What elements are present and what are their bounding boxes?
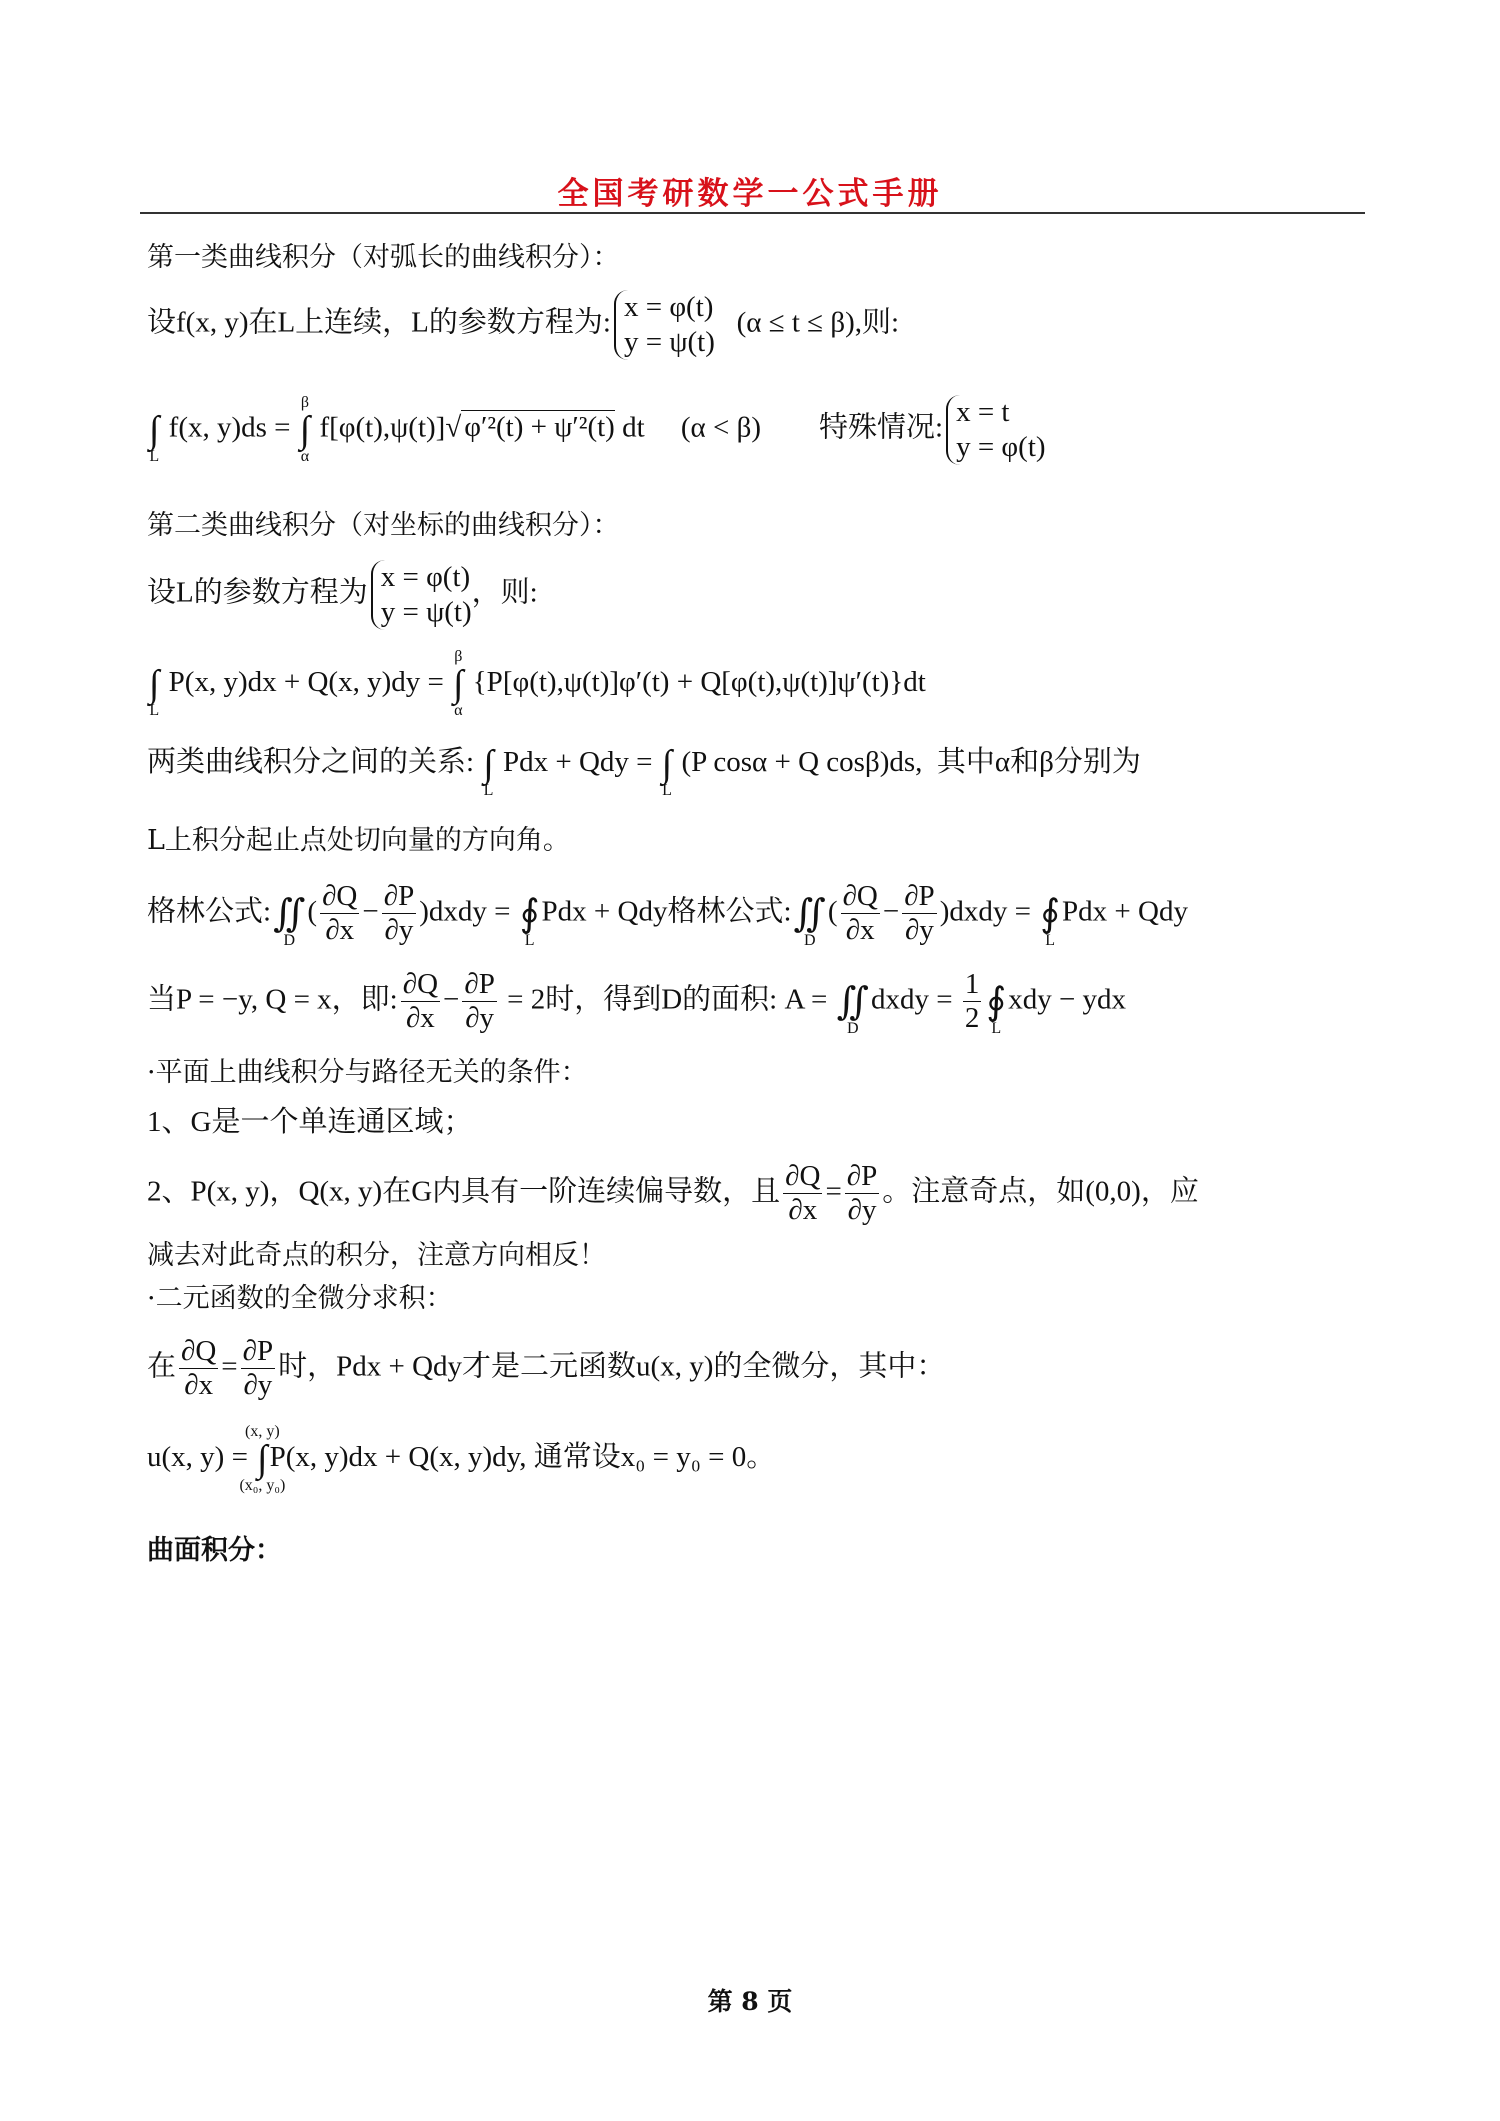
denominator: ∂x — [405, 1002, 435, 1035]
area-formula: A = — [784, 983, 835, 1016]
dP-dy-fraction — [845, 1160, 879, 1228]
integral-sign-2: ∫ L — [661, 743, 673, 800]
condition: (α < β) — [680, 411, 762, 444]
limit-D: D — [803, 931, 816, 949]
half-fraction — [963, 968, 982, 1036]
numerator: ∂P — [382, 880, 416, 914]
cond-suffix: 时，Pdx + Qdy才是二元函数u(x, y)的全微分，其中： — [278, 1350, 946, 1383]
formula-right: {P[φ(t),ψ(t)]φ′(t) + Q[φ(t),ψ(t)]ψ′(t)}dt — [472, 666, 926, 698]
dQ-dx-fraction — [841, 880, 880, 948]
denominator: ∂y — [243, 1369, 273, 1402]
denominator: ∂y — [905, 914, 934, 947]
limit-L: L — [524, 931, 535, 949]
special-x: x = t — [956, 396, 1010, 428]
dP-dy-fraction — [462, 968, 496, 1036]
setup-suffix: ，则: — [471, 576, 538, 609]
green-integrand: dxdy = — [949, 895, 1039, 928]
denominator: ∂x — [325, 914, 355, 947]
area-mid: = 2时，得到D的面积: — [499, 983, 778, 1016]
integral-sign: ∫ L — [149, 663, 160, 720]
integral-sign-2: ∫ β α — [299, 393, 311, 465]
formula-left: P(x, y)dx + Q(x, y)dy = — [168, 666, 452, 698]
param-system — [614, 290, 715, 360]
dt: dt — [622, 411, 645, 444]
numerator: 1 — [963, 968, 982, 1002]
numerator: ∂Q — [783, 1160, 822, 1194]
setup-suffix: (α ≤ t ≤ β),则: — [736, 306, 900, 339]
contour-integral-sign: ∮ L — [519, 892, 540, 949]
param-y: y = ψ(t) — [380, 595, 472, 628]
limit-D: D — [847, 1019, 859, 1037]
param-x: x = φ(t) — [623, 291, 714, 323]
total-differential-condition: 在 $\frac{\partial Q}{\partial x}$ = $\frac{\partial P}{\partial y}$ 时，Pdx + Qdy才是二元函数u(x, y)的全微分，其中： — [147, 1335, 946, 1402]
green-rhs: Pdx + Qdy — [1062, 895, 1188, 928]
relation-right: (P cosα + Q cosβ)ds, — [681, 746, 923, 778]
dQ-dx-fraction — [401, 968, 440, 1036]
area-rhs: xdy − ydx — [1008, 983, 1127, 1016]
green-label-2: 格林公式: — [667, 895, 792, 928]
u-left: u(x, y) = — [147, 1441, 256, 1473]
dP-dy-fraction — [382, 880, 416, 948]
green-integrand: dxdy = — [428, 895, 518, 928]
limit-L: L — [1045, 931, 1056, 949]
limit-alpha: α — [454, 702, 463, 720]
double-integral-sign: ∬ D — [836, 980, 870, 1037]
numerator: ∂P — [902, 880, 936, 914]
limit-beta: β — [454, 648, 463, 666]
item2-suffix: 。注意奇点，如(0,0)，应 — [882, 1175, 1199, 1208]
denominator: ∂y — [384, 914, 414, 947]
param-system-2 — [371, 560, 472, 630]
numerator: ∂P — [462, 968, 496, 1002]
u-note: 通常设x₀ = y₀ = 0。 — [533, 1441, 776, 1473]
limit-beta: β — [300, 393, 310, 411]
green-label-1: 格林公式: — [147, 895, 272, 928]
param-x: x = φ(t) — [380, 561, 471, 593]
item2-prefix: 2、P(x, y)，Q(x, y)在G内具有一阶连续偏导数，且 — [147, 1175, 781, 1208]
numerator: ∂Q — [320, 880, 359, 914]
line-integral-1-formula: ∫ L f(x, y)ds = ∫ β α f[φ(t),ψ(t)]√ φ′²(t) + ψ′²(t) dt (α < β) 特殊情况: x = t y = φ(t) — [149, 393, 1046, 465]
u-formula-line — [147, 1423, 776, 1495]
line-integral-2-setup — [147, 560, 538, 630]
relation-text: 其中α和β分别为 — [936, 746, 1141, 778]
path-independence-heading: ·平面上曲线积分与路径无关的条件： — [147, 1057, 588, 1088]
path-item-2-cont: 减去对此奇点的积分，注意方向相反！ — [147, 1240, 606, 1271]
limit-alpha: α — [300, 447, 310, 465]
denominator: 2 — [964, 1002, 980, 1035]
u-integrand: P(x, y)dx + Q(x, y)dy, — [269, 1441, 527, 1473]
area-dxdy: dxdy = — [871, 983, 960, 1016]
header-divider — [140, 212, 1365, 214]
cond-prefix: 在 — [147, 1350, 177, 1383]
dQ-dx-fraction — [179, 1335, 218, 1403]
limit-L: L — [483, 782, 494, 800]
area-prefix: 当P = −y, Q = x，即: — [147, 983, 398, 1016]
denominator: ∂y — [847, 1194, 877, 1227]
relation-line — [147, 743, 1141, 800]
double-integral-sign: ∬ D — [793, 892, 826, 949]
lower-limit: (x₀, y₀) — [239, 1477, 286, 1495]
param-y: y = ψ(t) — [623, 325, 715, 358]
denominator: ∂x — [184, 1369, 214, 1402]
setup-prefix: 设f(x, y)在L上连续，L的参数方程为: — [147, 306, 611, 339]
numerator: ∂P — [845, 1160, 879, 1194]
numerator: ∂Q — [401, 968, 440, 1002]
numerator: ∂Q — [841, 880, 880, 914]
total-differential-heading: ·二元函数的全微分求积： — [147, 1283, 453, 1314]
formula-left: f(x, y)ds = — [168, 411, 298, 444]
limit-D: D — [283, 931, 296, 949]
path-item-2: 2、P(x, y)，Q(x, y)在G内具有一阶连续偏导数，且 $\frac{\partial Q}{\partial x}$ = $\frac{\partial P}{\partial y}$ 。注意奇点，如(0,0)，应 — [147, 1160, 1199, 1227]
line-integral-1-setup — [147, 290, 899, 360]
contour-integral-sign: ∮ L — [986, 980, 1007, 1037]
integrand: f[φ(t),ψ(t)] — [319, 411, 446, 444]
numerator: ∂Q — [179, 1335, 218, 1369]
green-formula-line: 格林公式:∬ D ( $\frac{\partial Q}{\partial x}$ − $\frac{\partial P}{\partial y}$ )dxdy = ∮ L Pdx + Qdy格林公式:∬ D ( $\frac{\partial Q}{\partial x}$ − $\frac{\partial P}{\partial y}$ )dxdy = ∮ L Pdx + Qdy — [147, 880, 1188, 949]
green-rhs: Pdx + Qdy — [541, 895, 668, 928]
numerator: ∂P — [241, 1335, 275, 1369]
limit-L: L — [991, 1019, 1002, 1037]
relation-mid: Pdx + Qdy = — [502, 746, 660, 778]
special-label: 特殊情况: — [819, 411, 944, 444]
limit-L: L — [149, 702, 160, 720]
sqrt-content: φ′²(t) + ψ′²(t) — [461, 410, 615, 443]
path-item-1: 1、G是一个单连通区域； — [147, 1106, 473, 1138]
special-y: y = φ(t) — [956, 430, 1046, 463]
denominator: ∂x — [788, 1194, 818, 1227]
dQ-dx-fraction — [783, 1160, 822, 1228]
dQ-dx-fraction — [320, 880, 359, 948]
integral-sign: ∫ L — [149, 408, 160, 465]
surface-integral-heading: 曲面积分： — [147, 1535, 282, 1566]
relation-prefix: 两类曲线积分之间的关系: — [147, 746, 475, 778]
dP-dy-fraction — [902, 880, 936, 948]
special-system — [946, 395, 1045, 465]
relation-text-2: L上积分起止点处切向量的方向角。 — [147, 825, 570, 856]
upper-limit: (x, y) — [245, 1423, 280, 1441]
integral-sign: ∫ L — [483, 743, 494, 800]
dP-dy-fraction — [241, 1335, 275, 1403]
denominator: ∂y — [465, 1002, 495, 1035]
limit-L: L — [662, 782, 672, 800]
line-integral-2-heading: 第二类曲线积分（对坐标的曲线积分）： — [147, 510, 620, 541]
area-formula-line: 当P = −y, Q = x，即: $\frac{\partial Q}{\partial x}$ − $\frac{\partial P}{\partial y}$ = 2时，得到D的面积: A = ∬ D dxdy = $\frac{1}{2}$ ∮ L xdy − ydx — [147, 968, 1127, 1037]
denominator: ∂x — [845, 914, 875, 947]
integral-sign-2: ∫ β α — [453, 648, 464, 720]
integral-sign: ∫ (x, y) (x₀, y₀) — [239, 1423, 286, 1495]
page-header-title: 全国考研数学一公式手册 — [557, 176, 943, 212]
limit-L: L — [149, 447, 160, 465]
setup-prefix: 设L的参数方程为 — [147, 576, 368, 609]
page-number: 第 8 页 — [707, 1987, 793, 2016]
line-integral-1-heading: 第一类曲线积分（对弧长的曲线积分）： — [147, 242, 620, 273]
line-integral-2-formula — [147, 648, 926, 720]
contour-integral-sign: ∮ L — [1040, 892, 1061, 949]
double-integral-sign: ∬ D — [273, 892, 306, 949]
